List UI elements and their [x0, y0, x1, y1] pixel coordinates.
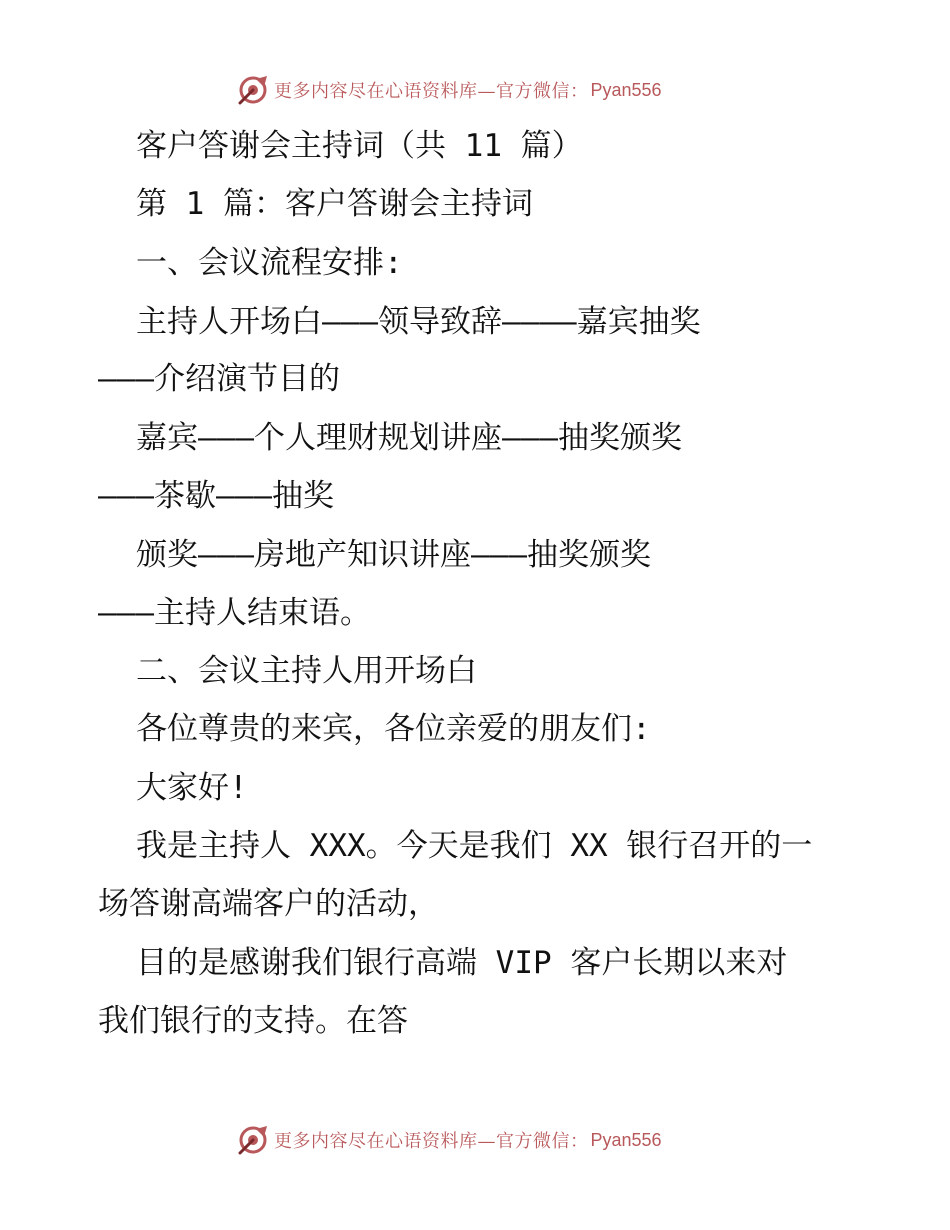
watermark-handle: Pyan556 [590, 1129, 662, 1150]
watermark-text: 更多内容尽在心语资料库—官方微信： [274, 1131, 589, 1152]
paragraph-line: ———茶歇———抽奖 [98, 478, 334, 514]
paragraph-line: 大家好! [136, 770, 248, 806]
paragraph-line: 主持人开场白———领导致辞————嘉宾抽奖 [136, 304, 701, 340]
paragraph-line: 一、会议流程安排: [136, 245, 403, 281]
paragraph-line: 二、会议主持人用开场白 [136, 653, 477, 689]
paragraph-line: 场答谢高端客户的活动， [98, 886, 439, 922]
paragraph-line: 目的是感谢我们银行高端 VIP 客户长期以来对 [136, 945, 788, 981]
paragraph-line: 我是主持人 XXX。今天是我们 XX 银行召开的一 [136, 828, 813, 864]
paragraph-line: 各位尊贵的来宾，各位亲爱的朋友们: [136, 711, 651, 747]
document-title: 客户答谢会主持词（共 11 篇） [136, 128, 583, 164]
watermark-handle: Pyan556 [590, 79, 662, 100]
paragraph-line: 我们银行的支持。在答 [98, 1003, 408, 1039]
watermark-text: 更多内容尽在心语资料库—官方微信： [274, 81, 589, 102]
paragraph-line: 颁奖———房地产知识讲座———抽奖颁奖 [136, 537, 651, 573]
paragraph-line: ———介绍演节目的 [98, 361, 340, 397]
footer-watermark [236, 1122, 662, 1158]
paragraph-line: ———主持人结束语。 [98, 595, 371, 631]
quill-logo-icon [236, 73, 270, 107]
quill-logo-icon [236, 1123, 270, 1157]
section-heading: 第 1 篇：客户答谢会主持词 [136, 186, 533, 222]
header-watermark [236, 72, 662, 108]
paragraph-line: 嘉宾———个人理财规划讲座———抽奖颁奖 [136, 420, 682, 456]
